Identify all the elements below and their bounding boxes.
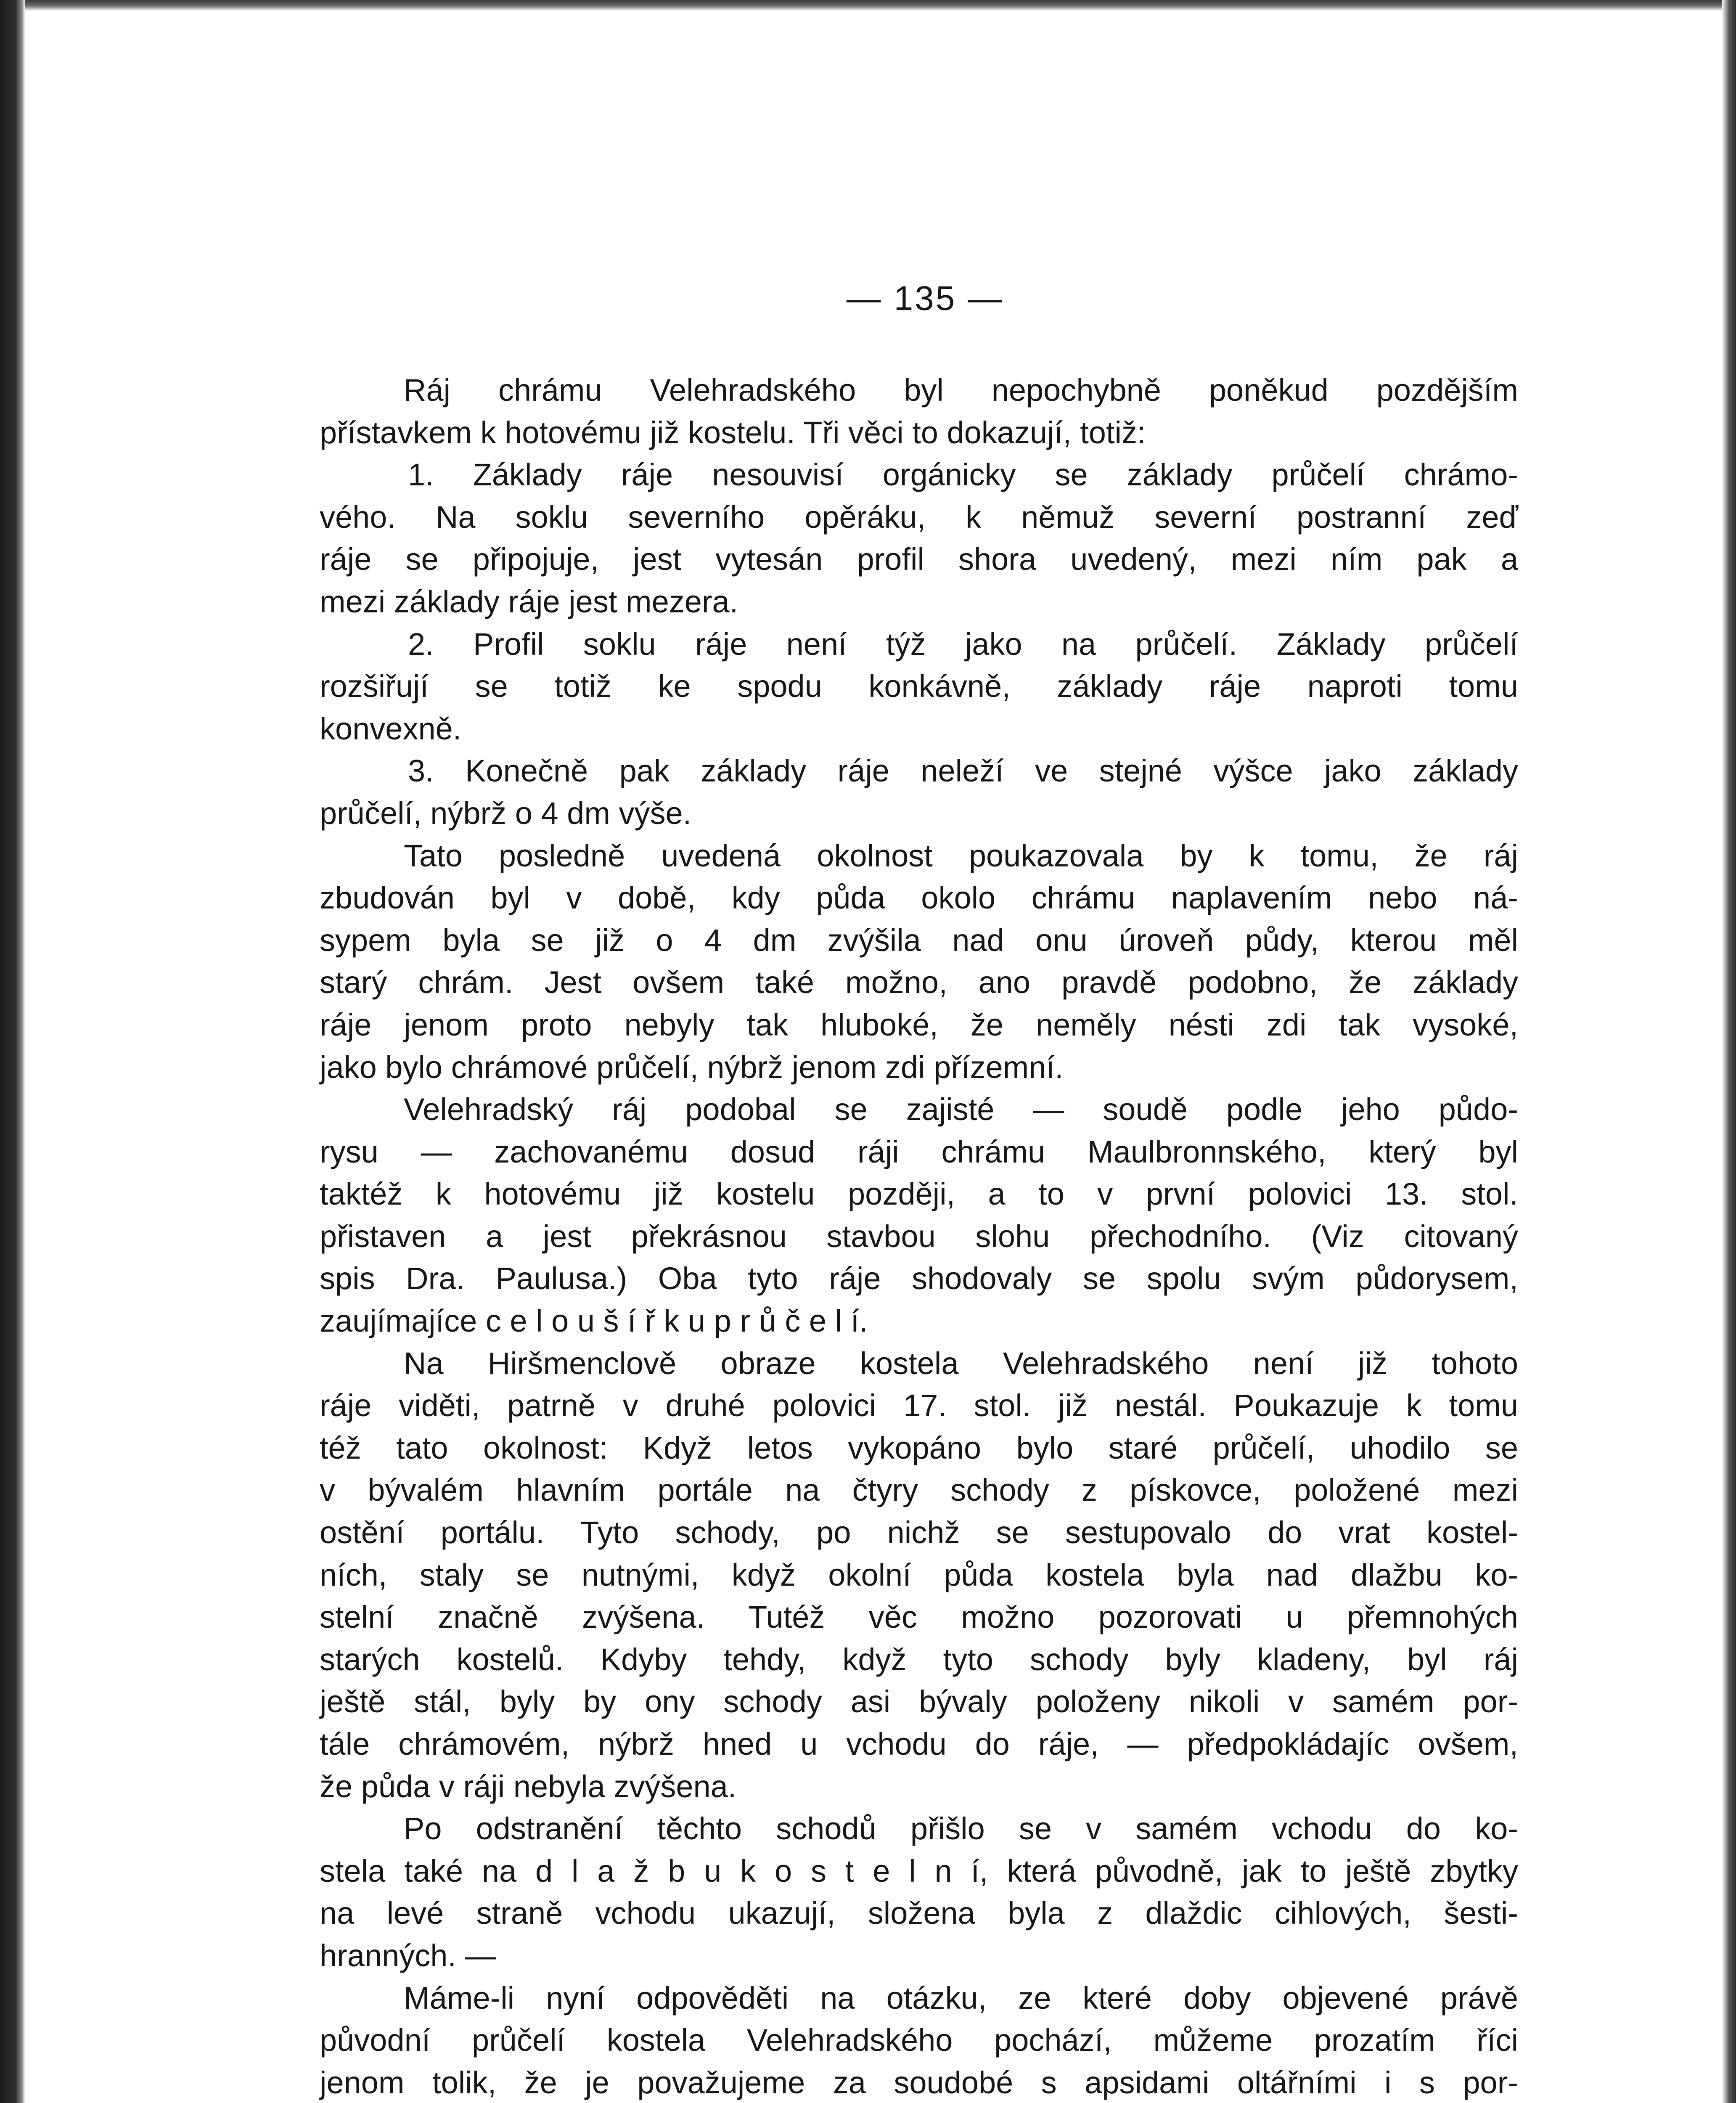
text-line: jako bylo chrámové průčelí, nýbrž jenom zdi přízemní. (320, 1049, 1064, 1085)
text-line: rysu — zachovanému dosud ráji chrámu Maulbronnského, který byl (320, 1134, 1518, 1169)
text-line: Ráj chrámu Velehradského byl nepochybně poněkud pozdějším (404, 373, 1518, 408)
text-line: přístavkem k hotovému již kostelu. Tři věci to dokazují, totiž: (320, 415, 1146, 450)
text-line: ještě stál, byly by ony schody asi bývaly položeny nikoli v samém por- (320, 1684, 1518, 1719)
text-line: jenom tolik, že je považujeme za soudobé s apsidami oltářními i s por- (320, 2065, 1518, 2100)
text-line: spis Dra. Paulusa.) Oba tyto ráje shodovaly se spolu svým půdorysem, (320, 1261, 1518, 1296)
text-line: 3. Konečně pak základy ráje neleží ve stejné výšce jako základy (408, 753, 1518, 789)
text-line: též tato okolnost: Když letos vykopáno bylo staré průčelí, uhodilo se (320, 1430, 1518, 1465)
text-line: ráje viděti, patrně v druhé polovici 17. stol. již nestál. Poukazuje k tomu (320, 1388, 1518, 1423)
text-line: ostění portálu. Tyto schody, po nichž se sestupovalo do vrat kostel- (320, 1515, 1518, 1550)
text-line: hranných. — (320, 1938, 496, 1973)
text-line: mezi základy ráje jest mezera. (320, 584, 738, 619)
text-line: zaujímajíce c e l o u š í ř k u p r ů č e l í. (320, 1303, 868, 1339)
text-line: stela také na d l a ž b u k o s t e l n í, která původně, jak to ještě zbytky (320, 1853, 1518, 1888)
text-line: 2. Profil soklu ráje není týž jako na průčelí. Základy průčelí (408, 626, 1518, 662)
scan-edge-right (1722, 0, 1736, 2103)
text-line: sypem byla se již o 4 dm zvýšila nad onu úroveň půdy, kterou měl (320, 922, 1518, 958)
text-line: Po odstranění těchto schodů přišlo se v samém vchodu do ko- (404, 1811, 1518, 1846)
text-line: Máme-li nyní odpověděti na otázku, ze které doby objevené právě (404, 1980, 1518, 2016)
text-line: v bývalém hlavním portále na čtyry schody z pískovce, položené mezi (320, 1473, 1518, 1508)
text-line: zbudován byl v době, kdy půda okolo chrámu naplavením nebo ná- (320, 880, 1518, 916)
text-line: ních, staly se nutnými, když okolní půda kostela byla nad dlažbu ko- (320, 1557, 1518, 1592)
text-line: 1. Základy ráje nesouvisí orgánicky se základy průčelí chrámo- (408, 457, 1518, 493)
text-line: Velehradský ráj podobal se zajisté — soudě podle jeho půdo- (404, 1092, 1518, 1127)
text-line: ráje se připojuje, jest vytesán profil shora uvedený, mezi ním pak a (320, 542, 1518, 577)
text-line: taktéž k hotovému již kostelu později, a to v první polovici 13. stol. (320, 1176, 1518, 1212)
text-line: vého. Na soklu severního opěráku, k němuž severní postranní zeď (320, 499, 1518, 535)
text-line: Tato posledně uvedená okolnost poukazovala by k tomu, že ráj (404, 838, 1518, 873)
text-line: průčelí, nýbrž o 4 dm výše. (320, 795, 692, 831)
page-number: — 135 — (846, 279, 1004, 318)
text-line: ráje jenom proto nebyly tak hluboké, že neměly nésti zdi tak vysoké, (320, 1007, 1518, 1042)
scan-edge-left (0, 0, 25, 2103)
body-text (320, 369, 1518, 2103)
text-line: na levé straně vchodu ukazují, složena byla z dlaždic cihlových, šesti- (320, 1896, 1518, 1931)
text-line: že půda v ráji nebyla zvýšena. (320, 1769, 737, 1804)
text-line: původní průčelí kostela Velehradského pochází, můžeme prozatím říci (320, 2023, 1518, 2058)
text-line: tále chrámovém, nýbrž hned u vchodu do ráje, — předpokládajíc ovšem, (320, 1727, 1518, 1761)
text-line: Na Hiršmenclově obraze kostela Velehradského není již tohoto (404, 1345, 1518, 1381)
text-line: rozšiřují se totiž ke spodu konkávně, základy ráje naproti tomu (320, 669, 1518, 704)
text-line: přistaven a jest překrásnou stavbou slohu přechodního. (Viz citovaný (320, 1218, 1518, 1254)
scan-edge-top (0, 0, 1736, 11)
text-line: starých kostelů. Kdyby tehdy, když tyto schody byly kladeny, byl ráj (320, 1642, 1518, 1677)
text-line: starý chrám. Jest ovšem také možno, ano pravdě podobno, že základy (320, 965, 1518, 1000)
text-line: konvexně. (320, 711, 462, 746)
text-line: stelní značně zvýšena. Tutéž věc možno pozorovati u přemnohých (320, 1600, 1518, 1635)
